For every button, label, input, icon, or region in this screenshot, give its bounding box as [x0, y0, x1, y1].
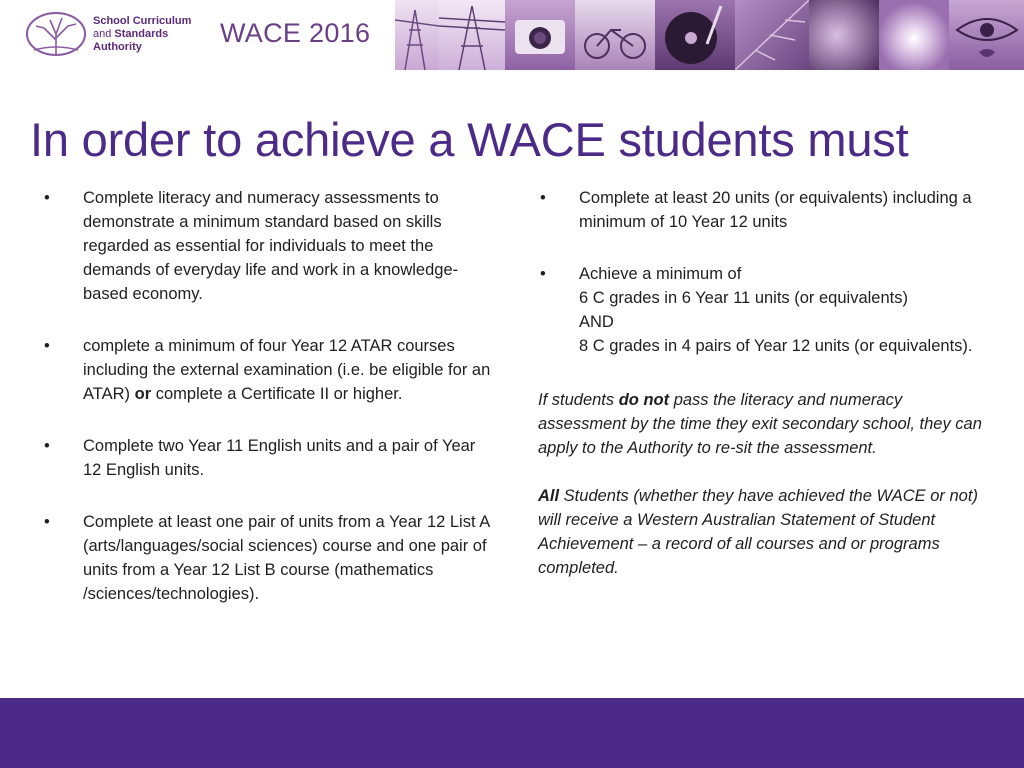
header-banner	[0, 0, 1024, 70]
left-bullet-1-text: Complete literacy and numeracy assessments to demonstrate a minimum standard based on skills regarded as essential for individuals to meet the demands of everyday life and work in a knowledge-based economy.	[83, 189, 459, 303]
bicycle-photo	[575, 0, 655, 70]
tree-logo-icon	[24, 10, 88, 62]
record-player-photo	[655, 0, 735, 70]
right-bullet-2-line-4: 8 C grades in 4 pairs of Year 12 units (or equivalents).	[579, 337, 973, 355]
right-bullet-2-line-1: Achieve a minimum of	[579, 265, 742, 283]
bullet-dot: •	[44, 513, 50, 531]
leaf-photo	[735, 0, 809, 70]
left-bullet-3-text: Complete two Year 11 English units and a pair of Year 12 English units.	[83, 437, 476, 479]
power-lines-photo-2	[439, 0, 505, 70]
sparkle-photo	[809, 0, 879, 70]
bullet-dot: •	[540, 265, 546, 283]
sunburst-photo	[879, 0, 949, 70]
bullet-dot: •	[540, 189, 546, 207]
literacy-note-pre: If students	[538, 391, 619, 409]
camera-photo	[505, 0, 575, 70]
right-bullet-list	[538, 186, 988, 604]
literacy-note-bold: do not	[618, 391, 670, 409]
bullet-dot: •	[44, 437, 50, 455]
slide-title: In order to achieve a WACE students must	[30, 113, 909, 166]
logo-line-1: School Curriculum	[93, 15, 192, 27]
logo-area	[0, 0, 197, 70]
right-bullet-1	[538, 186, 988, 234]
logo-line-2-normal: and	[93, 28, 112, 40]
left-bullet-1	[42, 186, 497, 306]
left-bullet-2-text-bold: or	[134, 385, 152, 403]
right-bullet-2-line-2: 6 C grades in 6 Year 11 units (or equivalents)	[579, 289, 908, 307]
left-bullet-2-text-pre: complete a minimum of four Year 12 ATAR courses including the external examination (i.e. be eligible for an ATAR)	[83, 337, 491, 403]
logo-line-2-bold: Standards	[114, 28, 169, 40]
statement-note-post: Students (whether they have achieved the WACE or not) will receive a Western Australian Statement of Student Achievement – a record of all courses and or programs completed.	[538, 487, 978, 577]
logo-text	[93, 15, 191, 54]
left-bullet-4-text: Complete at least one pair of units from a Year 12 List A (arts/languages/social sciences) course and one pair of units from a Year 12 List B course (mathematics /sciences/technologies).	[83, 513, 490, 603]
left-bullet-2	[42, 334, 497, 406]
literacy-note-post: pass the literacy and numeracy assessment by the time they exit secondary school, they can apply to the Authority to re-sit the assessment.	[538, 391, 982, 457]
bullet-dot: •	[44, 189, 50, 207]
bullet-dot: •	[44, 337, 50, 355]
statement-note-bold: All	[538, 487, 560, 505]
power-lines-photo	[395, 0, 439, 70]
left-bullet-2-text-post: complete a Certificate II or higher.	[151, 385, 403, 403]
right-bullet-2	[538, 262, 988, 358]
left-bullet-list	[42, 186, 497, 634]
footer-band	[0, 698, 1024, 768]
wace-title: WACE 2016	[220, 18, 371, 48]
statement-note	[538, 484, 988, 580]
logo-line-3: Authority	[93, 41, 142, 53]
literacy-note	[538, 388, 988, 460]
left-bullet-3	[42, 434, 497, 482]
right-bullet-2-line-3: AND	[579, 313, 614, 331]
left-bullet-4	[42, 510, 497, 606]
right-bullet-1-text: Complete at least 20 units (or equivalents) including a minimum of 10 Year 12 units	[579, 189, 972, 231]
eye-art-photo	[949, 0, 1024, 70]
